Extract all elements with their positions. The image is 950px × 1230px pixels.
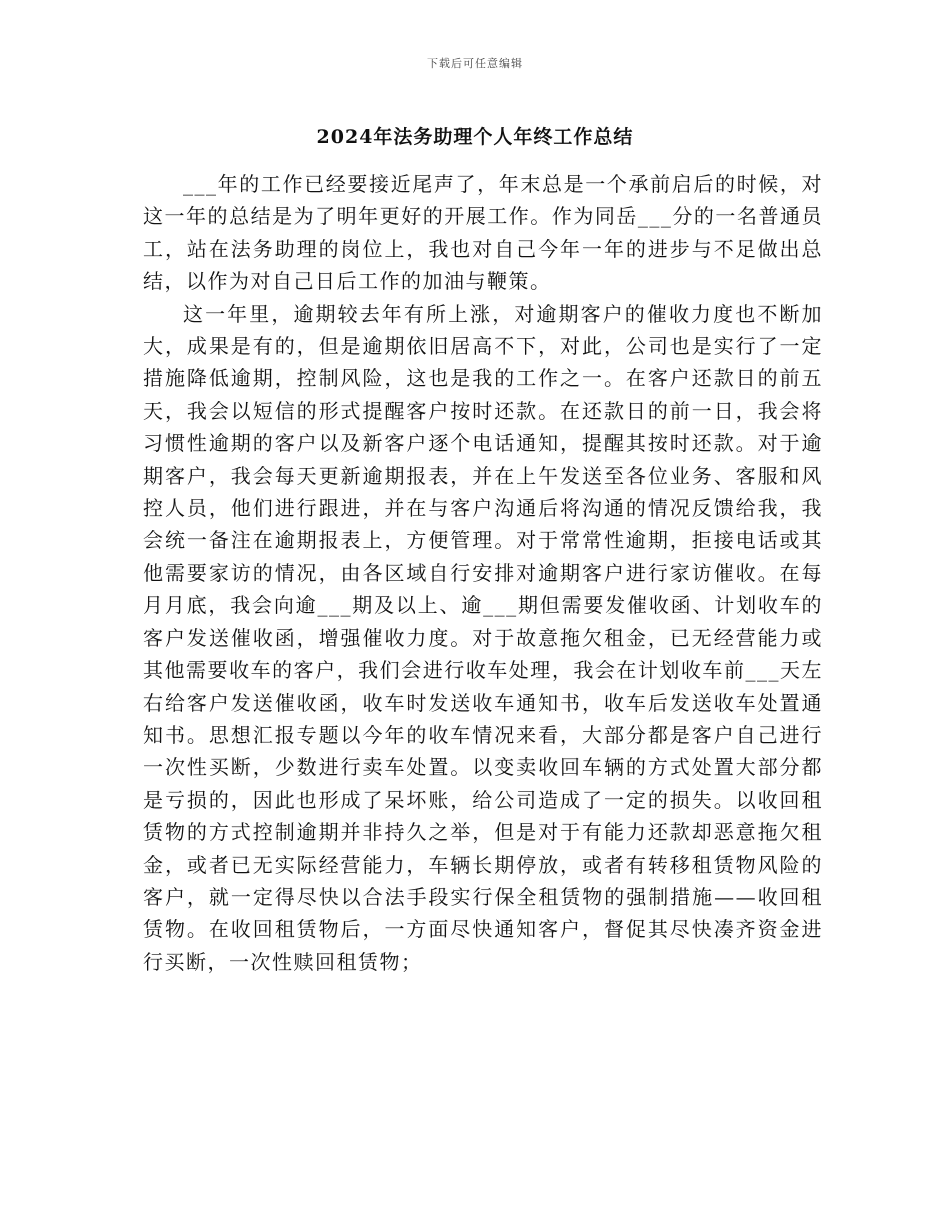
document-title: 2024年法务助理个人年终工作总结 [316,126,634,148]
document-body [143,168,823,978]
paragraph-intro: ___年的工作已经要接近尾声了，年末总是一个承前启后的时候，对这一年的总结是为了明年更好的开展工作。作为同岳___分的一名普通员工，站在法务助理的岗位上，我也对自己今年一年的进步与不足做出总结，以作为对自己日后工作的加油与鞭策。 [143,172,823,294]
header-note: 下载后可任意编辑 [427,57,523,70]
paragraph-collection-work: 这一年里，逾期较去年有所上涨，对逾期客户的催收力度也不断加大，成果是有的，但是逾期依旧居高不下，对此，公司也是实行了一定措施降低逾期，控制风险，这也是我的工作之一。在客户还款日的前五天，我会以短信的形式提醒客户按时还款。在还款日的前一日，我会将习惯性逾期的客户以及新客户逐个电话通知，提醒其按时还款。对于逾期客户，我会每天更新逾期报表，并在上午发送至各位业务、客服和风控人员，他们进行跟进，并在与客户沟通后将沟通的情况反馈给我，我会统一备注在逾期报表上，方便管理。对于常常性逾期，拒接电话或其他需要家访的情况，由各区域自行安排对逾期客户进行家访催收。在每月月底，我会向逾___期及以上、逾___期但需要发催收函、计划收车的客户发送催收函，增强催收力度。对于故意拖欠租金，已无经营能力或其他需要收车的客户，我们会进行收车处理，我会在计划收车前___天左右给客户发送催收函，收车时发送收车通知书，收车后发送收车处置通知书。思想汇报专题以今年的收车情况来看，大部分都是客户自己进行一次性买断，少数进行卖车处置。以变卖收回车辆的方式处置大部分都是亏损的，因此也形成了呆坏账，给公司造成了一定的损失。以收回租赁物的方式控制逾期并非持久之举，但是对于有能力还款却恶意拖欠租金，或者已无实际经营能力，车辆长期停放，或者有转移租赁物风险的客户，就一定得尽快以合法手段实行保全租赁物的强制措施——收回租赁物。在收回租赁物后，一方面尽快通知客户，督促其尽快凑齐资金进行买断，一次性赎回租赁物； [143,301,823,974]
